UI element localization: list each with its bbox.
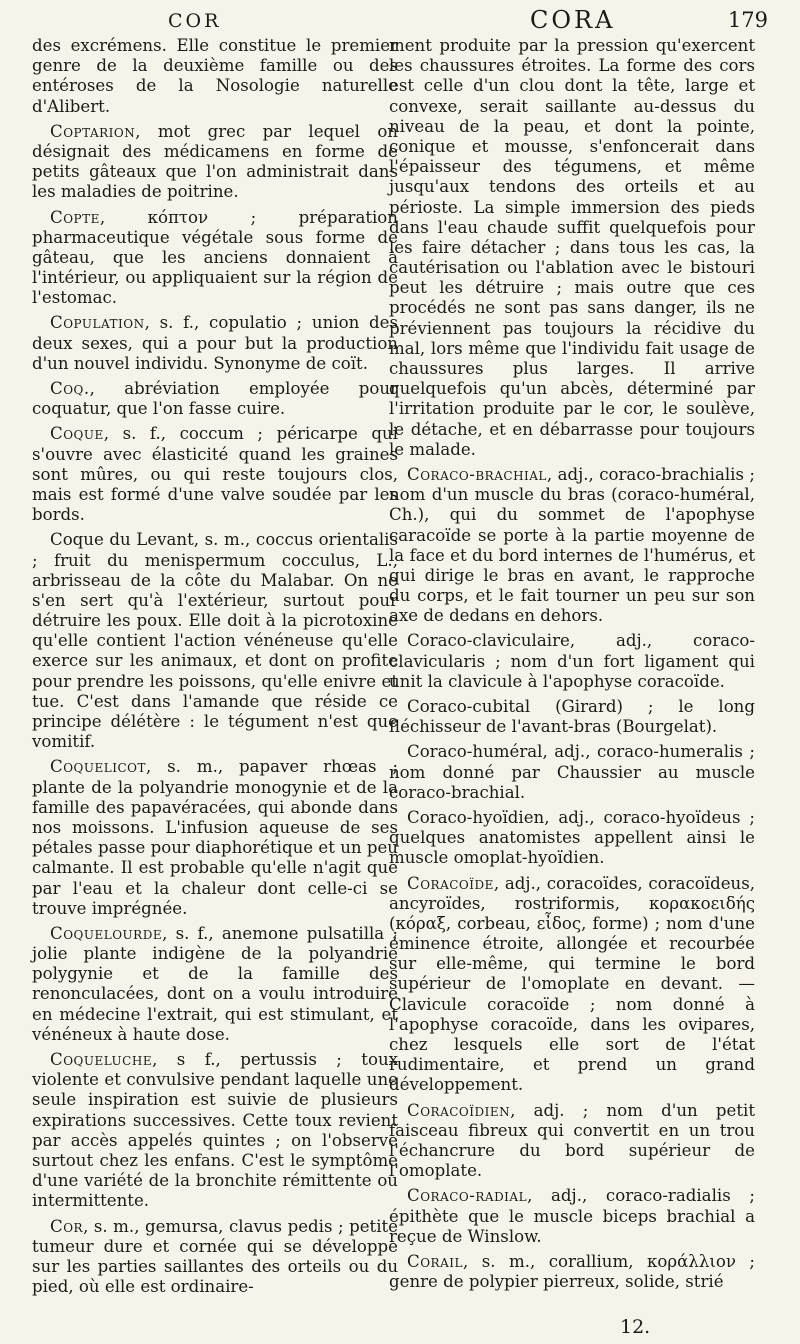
entry-headword: Copte: [50, 207, 100, 227]
dictionary-entry: [32, 1217, 398, 1298]
entry-text: , s. m., gemursa, clavus pedis ; petite tumeur dure et cornée qui se développe sur les parties saillantes des orteils ou du pied, où elle est ordinaire-: [32, 1216, 398, 1297]
entry-text: ment produite par la pression qu'exercent les chaussures étroites. La forme des cors est celle d'un clou dont la tête, large et convexe, serait saillante au-dessus du niveau de la peau, et dont la pointe, conique et mousse, s'enfoncerait dans l'épaisseur des tégumens, et même jusqu'aux tendons des orteils et au périoste. La simple immersion des pieds dans l'eau chaude suffit quelquefois pour les faire détacher ; dans tous les cas, la cautérisation ou l'ablation avec le bistouri peut les détruire ; mais outre que ces procédés ne sont pas sans danger, ils ne préviennent pas toujours la récidive du mal, lors même que l'individu fait usage de chaussures plus larges. Il arrive quelquefois qu'un abcès, déterminé par l'irritation produite par le cor, le soulève, le détache, et en débarrasse pour toujours le malade.: [389, 36, 755, 459]
entry-headword: Coracoïde: [407, 873, 494, 893]
entry-headword: Coraco-radial: [407, 1186, 528, 1206]
entry-headword: Coquelourde: [50, 923, 163, 943]
dictionary-entry: [389, 1186, 755, 1247]
entry-text: , s. f., copulatio ; union des deux sexes, qui a pour but la production d'un nouvel individu. Synonyme de coït.: [32, 313, 398, 373]
page-number: 179: [727, 8, 768, 32]
entry-headword: Cor: [50, 1216, 84, 1236]
running-head-left: COR: [168, 10, 222, 32]
entry-text: , adj., coraco-radialis ; épithète que le muscle biceps brachial a reçue de Winslow.: [389, 1186, 755, 1246]
dictionary-entry: [32, 424, 398, 525]
dictionary-entry: [32, 122, 398, 203]
entry-headword: Coraco-brachial: [407, 464, 547, 484]
dictionary-entry: [32, 757, 398, 919]
dictionary-entry: [389, 742, 755, 803]
entry-headword: Corail: [407, 1251, 463, 1271]
dictionary-entry: [389, 808, 755, 869]
entry-headword: Coq.: [50, 379, 90, 398]
entry-text: , s. f., coccum ; péricarpe qui s'ouvre avec élasticité quand les graines sont mûres, ou qui reste toujours clos, mais est formé d'une valve soudée par les bords.: [32, 424, 398, 525]
entry-headword: Coptarion: [50, 121, 136, 141]
dictionary-entry: [32, 530, 398, 752]
entry-text: , s. f., anemone pulsatilla ; jolie plante indigène de la polyandrie polygynie et de la famille des renonculacées, dont on a voulu introduire en médecine l'extrait, qui est stimulant, et vénéneux à haute dose.: [32, 923, 398, 1044]
entry-text: , mot grec par lequel on désignait des médicamens en forme de petits gâteaux que l'on administrait dans les maladies de poitrine.: [32, 121, 398, 202]
signature-mark: 12.: [620, 1316, 651, 1338]
dictionary-entry: [32, 313, 398, 374]
dictionary-entry: [32, 1050, 398, 1212]
dictionary-entry: [389, 1101, 755, 1182]
entry-headword: Coquelicot: [50, 757, 146, 777]
entry-headword: Copulation: [50, 313, 145, 333]
dictionary-entry: [32, 924, 398, 1045]
dictionary-entry: [389, 874, 755, 1096]
entry-headword: Coque: [50, 424, 104, 444]
entry-text: , adj., coracoïdes, coracoïdeus, ancyroïdes, rostriformis, κορακοειδής (κόραξ, corbeau, εἶδος, forme) ; nom d'une éminence étroite, allongée et recourbée sur elle-même, qui termine le bord supérieur de l'omoplate en devant. — Clavicule coracoïde ; nom donné à l'apophyse coracoïde, dans les ovipares, chez lesquels elle sort de l'état rudimentaire, et prend un grand développement.: [389, 873, 755, 1095]
dictionary-entry: [32, 36, 398, 117]
entry-text: Coraco-claviculaire, adj., coraco-clavicularis ; nom d'un fort ligament qui unit la clavicule à l'apophyse coracoïde.: [389, 631, 755, 691]
left-column: [32, 36, 398, 1302]
entry-text: , abréviation employée pour coquatur, que l'on fasse cuire.: [32, 379, 398, 419]
running-head-center: CORA: [530, 6, 616, 34]
right-column: [389, 36, 755, 1297]
entry-text: Coraco-huméral, adj., coraco-humeralis ; nom donné par Chaussier au muscle coraco-brachial.: [389, 742, 755, 802]
dictionary-entry: [32, 379, 398, 419]
entry-text: , κόπτον ; préparation pharmaceutique végétale sous forme de gâteau, que les anciens donnaient à l'intérieur, ou appliquaient sur la région de l'estomac.: [32, 207, 398, 308]
dictionary-entry: [389, 631, 755, 692]
entry-text: , s. m., corallium, κοράλλιον ; genre de polypier pierreux, solide, strié: [389, 1251, 755, 1292]
entry-text: Coque du Levant, s. m., coccus orientalis ; fruit du menispermum cocculus, L., arbrisseau de la côte du Malabar. On ne s'en sert qu'à l'extérieur, surtout pour détruire les poux. Elle doit à la picrotoxine qu'elle contient l'action vénéneuse qu'elle exerce sur les animaux, et dont on profite pour prendre les poissons, qu'elle enivre et tue. C'est dans l'amande que réside ce principe délétère : le tégument n'est que vomitif.: [32, 530, 398, 752]
entry-text: des excrémens. Elle constitue le premier genre de la deuxième famille ou des entéroses de la Nosologie naturelle d'Alibert.: [32, 36, 398, 116]
dictionary-entry: [32, 208, 398, 309]
entry-text: , adj. ; nom d'un petit faisceau fibreux qui convertit en un trou l'échancrure du bord supérieur de l'omoplate.: [389, 1100, 755, 1181]
dictionary-entry: [389, 465, 755, 627]
entry-text: Coraco-hyoïdien, adj., coraco-hyoïdeus ; quelques anatomistes appellent ainsi le muscle omoplat-hyoïdien.: [389, 807, 755, 868]
dictionary-entry: [389, 36, 755, 460]
entry-text: , s. m., papaver rhœas ; plante de la polyandrie monogynie et de la famille des papavéracées, qui abonde dans nos moissons. L'infusion aqueuse de ses pétales passe pour diaphorétique et un peu calmante. Il est probable qu'elle n'agit que par l'eau et la chaleur dont celle-ci se trouve imprégnée.: [32, 757, 398, 918]
entry-text: Coraco-cubital (Girard) ; le long fléchisseur de l'avant-bras (Bourgelat).: [389, 697, 755, 737]
entry-text: , s f., pertussis ; toux violente et convulsive pendant laquelle une seule inspiration est suivie de plusieurs expirations successives. Cette toux revient par accès appelés quintes ; on l'observe surtout chez les enfans. C'est le symptôme d'une variété de la bronchite rémittente ou intermittente.: [32, 1050, 398, 1211]
entry-headword: Coqueluche: [50, 1050, 153, 1069]
entry-text: , adj., coraco-brachialis ; nom d'un muscle du bras (coraco-huméral, Ch.), qui du sommet de l'apophyse caracoïde se porte à la partie moyenne de la face et du bord internes de l'humérus, et qui dirige le bras en avant, le rapproche du corps, et le fait tourner un peu sur son axe de dedans en dehors.: [389, 464, 755, 626]
dictionary-entry: [389, 1252, 755, 1292]
dictionary-entry: [389, 697, 755, 737]
running-head: [0, 6, 800, 36]
entry-headword: Coracoïdien: [407, 1100, 511, 1120]
